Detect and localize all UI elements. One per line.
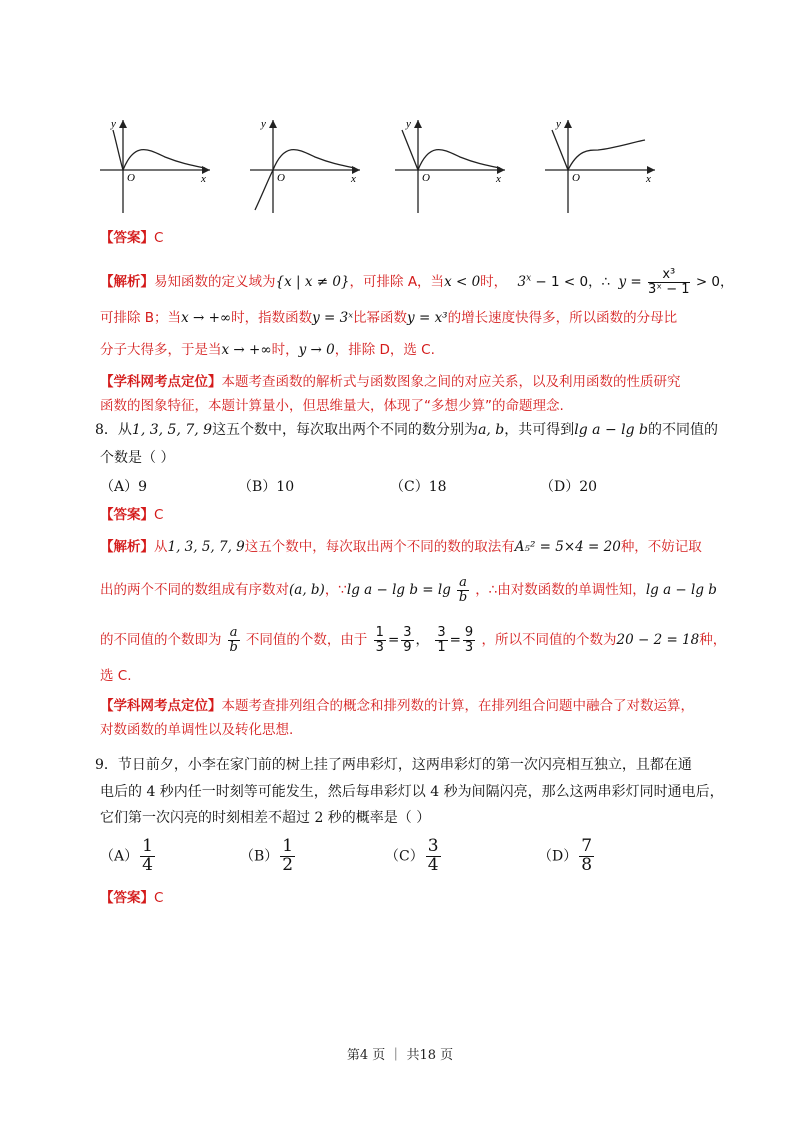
graph-d-y: y	[556, 118, 561, 130]
function-graphs	[95, 115, 665, 215]
q9-option-d: （D） $\frac{7}{8}$	[538, 836, 593, 875]
q9-stem-line3: 它们第一次闪亮的时刻相差不超过 2 秒的概率是（ ）	[100, 810, 431, 826]
q8-knowledge-point: 【学科网考点定位】本题考查排列组合的概念和排列数的计算，在排列组合问题中融合了对数运算，	[100, 698, 694, 714]
q9-stem-line1: 9．节日前夕，小李在家门前的树上挂了两串彩灯，这两串彩灯的第一次闪亮相互独立，且都在通	[95, 757, 692, 773]
q9-stem-line2: 电后的 4 秒内任一时刻等可能发生，然后每串彩灯以 4 秒为间隔闪亮，那么这两串彩灯同时通电后，	[100, 784, 724, 800]
q8-knowledge-point-2: 对数函数的单调性以及转化思想.	[100, 722, 294, 738]
q9-option-a: （A） $\frac{1}{4}$	[100, 836, 153, 875]
graph-b-plot	[245, 115, 365, 215]
graph-c-y: y	[406, 118, 411, 130]
q8-stem-line2: 个数是（ ）	[100, 450, 175, 466]
q8-answer: 【答案】C	[100, 507, 164, 523]
graph-a	[95, 115, 215, 215]
graph-d-x: x	[646, 173, 651, 185]
page-footer: 第4 页 ｜ 共18 页	[346, 1048, 454, 1063]
graph-c	[390, 115, 510, 215]
graph-b-o: O	[277, 172, 285, 184]
q8-analysis-line3: 的不同值的个数即为 $\frac{a}{b}$ 不同值的个数，由于 $\frac{1}{3}$ = $\frac{3}{9}$ ， $\frac{3}{1}$ = $\frac{9}{3}$ ，所以不同值的个数为20 − 2 = 18种，	[100, 625, 727, 655]
graph-c-x: x	[496, 173, 501, 185]
q8-stem-line1: 8．从1, 3, 5, 7, 9这五个数中，每次取出两个不同的数分别为a, b，共可得到lg a − lg b的不同值的	[95, 422, 718, 438]
q7-knowledge-point-2: 函数的图象特征，本题计算量小，但思维量大，体现了“多想少算”的命题理念.	[100, 398, 564, 414]
graph-b-y: y	[261, 118, 266, 130]
graph-b	[245, 115, 365, 215]
q7-answer: 【答案】C	[100, 230, 164, 246]
q8-option-c: （C）18	[390, 479, 447, 495]
graph-a-plot	[95, 115, 215, 215]
q7-analysis-line2: 可排除 B；当x → +∞时，指数函数y = 3ˣ比幂函数y = x³的增长速度快得多，所以函数的分母比	[100, 310, 678, 326]
graph-c-o: O	[422, 172, 430, 184]
q8-option-b: （B）10	[238, 479, 295, 495]
q7-knowledge-point: 【学科网考点定位】本题考查函数的解析式与函数图象之间的对应关系，以及利用函数的性质研究	[100, 374, 681, 390]
q8-analysis-line1: 【解析】从1, 3, 5, 7, 9这五个数中，每次取出两个不同的数的取法有A₅² = 5×4 = 20种，不妨记取	[100, 539, 702, 555]
q9-answer: 【答案】C	[100, 890, 164, 906]
q9-option-b: （B） $\frac{1}{2}$	[240, 836, 294, 875]
q8-option-a: （A）9	[100, 479, 148, 495]
q9-option-c: （C） $\frac{3}{4}$	[385, 836, 439, 875]
graph-d-plot	[540, 115, 660, 215]
q8-option-d: （D）20	[540, 479, 598, 495]
q7-analysis-line1: 【解析】易知函数的定义域为{x | x ≠ 0}，可排除 A，当x < 0时， $3^x - 1 < 0$，∴ y = $\frac{\text{x³}}{\text{3ˣ − 1}}$ > 0，	[100, 267, 734, 297]
graph-b-x: x	[351, 173, 356, 185]
graph-a-x: x	[201, 173, 206, 185]
graph-d	[540, 115, 660, 215]
q8-analysis-line2: 出的两个不同的数组成有序数对(a, b)，∵lg a − lg b = lg $\frac{a}{b}$ ，∴由对数函数的单调性知，lg a − lg b	[100, 575, 717, 605]
graph-c-plot	[390, 115, 510, 215]
q8-analysis-line4: 选 C.	[100, 668, 132, 684]
graph-d-o: O	[572, 172, 580, 184]
q7-analysis-line3: 分子大得多，于是当x → +∞时，y → 0，排除 D，选 C.	[100, 342, 435, 358]
graph-a-o: O	[127, 172, 135, 184]
graph-a-y: y	[111, 118, 116, 130]
